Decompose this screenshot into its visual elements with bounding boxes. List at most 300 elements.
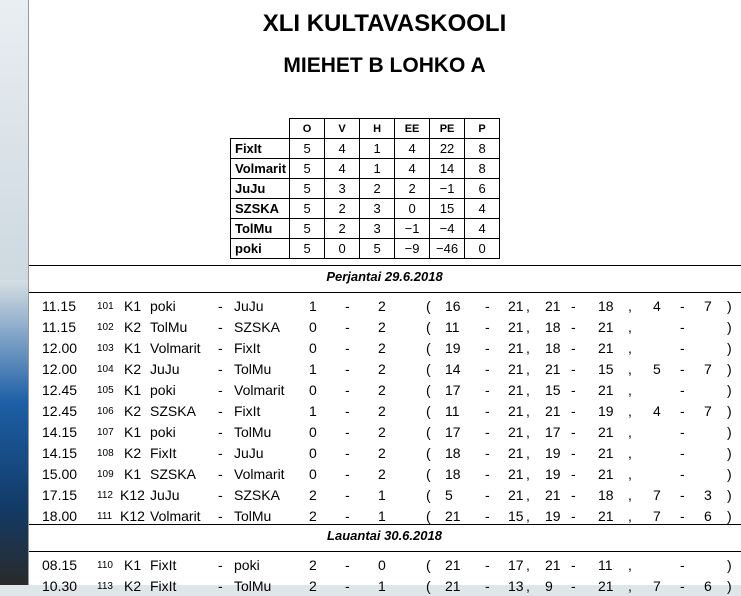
set3-away: 7 xyxy=(704,403,712,419)
set1-away: 13 xyxy=(508,578,524,594)
sets-close: ) xyxy=(727,340,732,356)
stat-o: 5 xyxy=(290,179,325,199)
stat-p: 8 xyxy=(465,139,500,159)
sets-open: ( xyxy=(426,361,431,377)
set2-dash: - xyxy=(571,508,576,524)
header-h: H xyxy=(360,119,395,139)
set2-dash: - xyxy=(571,424,576,440)
home-score: 2 xyxy=(309,508,317,524)
home-score: 2 xyxy=(309,487,317,503)
header-p: P xyxy=(465,119,500,139)
set1-away: 21 xyxy=(508,298,524,314)
set3-home: 7 xyxy=(653,508,661,524)
set1-away: 21 xyxy=(508,319,524,335)
set3-dash: - xyxy=(680,382,685,398)
set2-home: 21 xyxy=(545,361,561,377)
home-score: 0 xyxy=(309,382,317,398)
match-number: 106 xyxy=(97,406,114,417)
match-time: 08.15 xyxy=(42,557,78,573)
sets-close: ) xyxy=(727,319,732,335)
sets-open: ( xyxy=(426,445,431,461)
standings-header-row xyxy=(231,119,500,139)
home-team: Volmarit xyxy=(150,508,201,524)
set-comma: , xyxy=(526,403,530,419)
court: K1 xyxy=(124,382,142,398)
home-team: SZSKA xyxy=(150,403,196,419)
set2-away: 21 xyxy=(598,578,614,594)
sets-close: ) xyxy=(727,424,732,440)
set2-away: 11 xyxy=(598,557,613,573)
stat-h: 2 xyxy=(360,179,395,199)
set3-dash: - xyxy=(680,557,685,573)
team-name: SZSKA xyxy=(231,199,290,219)
match-number: 109 xyxy=(97,469,114,480)
set1-away: 21 xyxy=(508,445,524,461)
stat-pe: 22 xyxy=(430,139,465,159)
score-dash: - xyxy=(345,557,350,573)
home-team: poki xyxy=(150,382,176,398)
set2-home: 15 xyxy=(545,382,561,398)
away-score: 2 xyxy=(378,445,386,461)
match-row xyxy=(28,421,741,442)
away-score: 1 xyxy=(378,578,386,594)
home-score: 0 xyxy=(309,466,317,482)
home-team: FixIt xyxy=(150,578,177,594)
stat-pe: −46 xyxy=(430,239,465,259)
court: K2 xyxy=(124,319,142,335)
match-time: 14.15 xyxy=(42,424,78,440)
set1-away: 21 xyxy=(508,382,524,398)
set-comma: , xyxy=(526,340,530,356)
court: K1 xyxy=(124,466,142,482)
court: K12 xyxy=(120,487,145,503)
team-name: JuJu xyxy=(231,179,290,199)
court: K2 xyxy=(124,361,142,377)
match-row xyxy=(28,554,741,575)
header-o: O xyxy=(290,119,325,139)
standings-row xyxy=(231,139,500,159)
stat-h: 5 xyxy=(360,239,395,259)
away-score: 2 xyxy=(378,340,386,356)
set3-away: 6 xyxy=(704,508,712,524)
stat-p: 6 xyxy=(465,179,500,199)
set2-dash: - xyxy=(571,466,576,482)
set-comma: , xyxy=(526,508,530,524)
stat-v: 4 xyxy=(325,159,360,179)
set2-dash: - xyxy=(571,403,576,419)
home-team: FixIt xyxy=(150,557,177,573)
set2-away: 15 xyxy=(598,361,614,377)
set3-home: 5 xyxy=(653,361,661,377)
match-time: 12.45 xyxy=(42,403,78,419)
match-number: 104 xyxy=(97,364,114,375)
stat-ee: 0 xyxy=(395,199,430,219)
match-number: 108 xyxy=(97,448,114,459)
match-row xyxy=(28,575,741,596)
set-comma: , xyxy=(628,319,632,335)
set2-away: 18 xyxy=(598,298,614,314)
match-number: 112 xyxy=(97,490,113,501)
set2-home: 21 xyxy=(545,403,561,419)
stat-ee: −9 xyxy=(395,239,430,259)
set3-away: 3 xyxy=(704,487,712,503)
match-time: 10.30 xyxy=(42,578,78,594)
court: K1 xyxy=(124,298,142,314)
home-score: 0 xyxy=(309,340,317,356)
set2-home: 21 xyxy=(545,298,561,314)
sets-open: ( xyxy=(426,319,431,335)
away-team: TolMu xyxy=(234,508,272,524)
match-time: 12.00 xyxy=(42,361,78,377)
set1-dash: - xyxy=(485,487,490,503)
sheet-edge xyxy=(28,0,29,585)
match-row xyxy=(28,484,741,505)
set3-dash: - xyxy=(680,361,685,377)
set-comma: , xyxy=(526,466,530,482)
away-score: 1 xyxy=(378,487,386,503)
set3-dash: - xyxy=(680,445,685,461)
vs-dash: - xyxy=(218,382,223,398)
away-team: Volmarit xyxy=(234,382,285,398)
sets-close: ) xyxy=(727,361,732,377)
court: K2 xyxy=(124,403,142,419)
set1-dash: - xyxy=(485,508,490,524)
standings-row xyxy=(231,239,500,259)
set1-home: 17 xyxy=(445,424,461,440)
vs-dash: - xyxy=(218,424,223,440)
set1-away: 21 xyxy=(508,340,524,356)
away-score: 2 xyxy=(378,403,386,419)
sets-open: ( xyxy=(426,508,431,524)
header-ee: EE xyxy=(395,119,430,139)
set3-away: 7 xyxy=(704,298,712,314)
set3-away: 7 xyxy=(704,361,712,377)
match-time: 17.15 xyxy=(42,487,78,503)
standings-row xyxy=(231,199,500,219)
away-score: 2 xyxy=(378,298,386,314)
header-pe: PE xyxy=(430,119,465,139)
set2-away: 21 xyxy=(598,466,614,482)
away-team: FixIt xyxy=(234,403,261,419)
vs-dash: - xyxy=(218,319,223,335)
vs-dash: - xyxy=(218,403,223,419)
set3-dash: - xyxy=(680,466,685,482)
set-comma: , xyxy=(628,466,632,482)
set1-home: 21 xyxy=(445,508,461,524)
set1-dash: - xyxy=(485,298,490,314)
match-number: 102 xyxy=(97,322,114,333)
away-team: poki xyxy=(234,557,260,573)
home-score: 1 xyxy=(309,361,317,377)
score-dash: - xyxy=(345,403,350,419)
set-comma: , xyxy=(628,340,632,356)
set3-dash: - xyxy=(680,508,685,524)
standings-row xyxy=(231,219,500,239)
background-banner xyxy=(0,280,28,585)
court: K1 xyxy=(124,424,142,440)
set3-home: 7 xyxy=(653,578,661,594)
set3-dash: - xyxy=(680,403,685,419)
sets-close: ) xyxy=(727,403,732,419)
stat-pe: 14 xyxy=(430,159,465,179)
set2-dash: - xyxy=(571,557,576,573)
score-dash: - xyxy=(345,340,350,356)
match-row xyxy=(28,400,741,421)
home-team: SZSKA xyxy=(150,466,196,482)
match-row xyxy=(28,463,741,484)
set3-dash: - xyxy=(680,578,685,594)
set2-home: 18 xyxy=(545,319,561,335)
stat-o: 5 xyxy=(290,199,325,219)
set1-dash: - xyxy=(485,382,490,398)
set2-home: 18 xyxy=(545,340,561,356)
set-comma: , xyxy=(628,298,632,314)
stat-o: 5 xyxy=(290,139,325,159)
standings-row xyxy=(231,179,500,199)
set2-home: 9 xyxy=(545,578,553,594)
stat-v: 0 xyxy=(325,239,360,259)
match-number: 105 xyxy=(97,385,114,396)
set-comma: , xyxy=(628,424,632,440)
match-time: 18.00 xyxy=(42,508,78,524)
header-v: V xyxy=(325,119,360,139)
sets-open: ( xyxy=(426,557,431,573)
day-header: Lauantai 30.6.2018 xyxy=(28,524,741,547)
away-score: 2 xyxy=(378,424,386,440)
sets-open: ( xyxy=(426,424,431,440)
home-score: 0 xyxy=(309,319,317,335)
set-comma: , xyxy=(526,298,530,314)
set2-home: 19 xyxy=(545,445,561,461)
set1-dash: - xyxy=(485,445,490,461)
stat-o: 5 xyxy=(290,219,325,239)
set2-dash: - xyxy=(571,298,576,314)
set2-away: 21 xyxy=(598,382,614,398)
set3-away: 6 xyxy=(704,578,712,594)
match-row xyxy=(28,379,741,400)
day-separator xyxy=(28,292,741,293)
stat-v: 3 xyxy=(325,179,360,199)
sets-close: ) xyxy=(727,382,732,398)
set1-away: 21 xyxy=(508,361,524,377)
match-number: 107 xyxy=(97,427,114,438)
set1-home: 21 xyxy=(445,557,461,573)
sets-open: ( xyxy=(426,578,431,594)
standings-body xyxy=(231,139,500,259)
set-comma: , xyxy=(628,487,632,503)
set-comma: , xyxy=(526,487,530,503)
set1-dash: - xyxy=(485,361,490,377)
sets-close: ) xyxy=(727,298,732,314)
court: K2 xyxy=(124,578,142,594)
set1-home: 19 xyxy=(445,340,461,356)
set2-dash: - xyxy=(571,382,576,398)
score-dash: - xyxy=(345,578,350,594)
vs-dash: - xyxy=(218,361,223,377)
set3-dash: - xyxy=(680,340,685,356)
set3-dash: - xyxy=(680,487,685,503)
score-dash: - xyxy=(345,424,350,440)
score-dash: - xyxy=(345,487,350,503)
stat-p: 4 xyxy=(465,219,500,239)
set2-dash: - xyxy=(571,578,576,594)
stat-o: 5 xyxy=(290,239,325,259)
stat-h: 3 xyxy=(360,219,395,239)
set1-away: 21 xyxy=(508,487,524,503)
vs-dash: - xyxy=(218,466,223,482)
vs-dash: - xyxy=(218,508,223,524)
set-comma: , xyxy=(526,382,530,398)
stat-h: 1 xyxy=(360,159,395,179)
set1-dash: - xyxy=(485,403,490,419)
set2-away: 21 xyxy=(598,424,614,440)
team-name: TolMu xyxy=(231,219,290,239)
away-score: 0 xyxy=(378,557,386,573)
set-comma: , xyxy=(628,403,632,419)
set2-dash: - xyxy=(571,445,576,461)
set-comma: , xyxy=(628,445,632,461)
sets-open: ( xyxy=(426,298,431,314)
match-row xyxy=(28,442,741,463)
score-dash: - xyxy=(345,361,350,377)
set1-home: 21 xyxy=(445,578,461,594)
away-team: JuJu xyxy=(234,298,264,314)
home-team: FixIt xyxy=(150,445,177,461)
set1-home: 14 xyxy=(445,361,461,377)
sets-close: ) xyxy=(727,578,732,594)
stat-v: 2 xyxy=(325,199,360,219)
set2-home: 19 xyxy=(545,466,561,482)
sets-close: ) xyxy=(727,487,732,503)
vs-dash: - xyxy=(218,340,223,356)
set3-dash: - xyxy=(680,298,685,314)
court: K2 xyxy=(124,445,142,461)
standings-row xyxy=(231,159,500,179)
results-sheet xyxy=(28,0,741,594)
score-dash: - xyxy=(345,382,350,398)
vs-dash: - xyxy=(218,557,223,573)
vs-dash: - xyxy=(218,298,223,314)
set1-dash: - xyxy=(485,466,490,482)
standings-corner xyxy=(231,119,290,139)
standings-table xyxy=(230,118,500,259)
home-score: 1 xyxy=(309,298,317,314)
stat-ee: 4 xyxy=(395,139,430,159)
set-comma: , xyxy=(526,424,530,440)
sets-close: ) xyxy=(727,557,732,573)
set1-away: 17 xyxy=(508,557,524,573)
match-time: 12.45 xyxy=(42,382,78,398)
set-comma: , xyxy=(526,361,530,377)
match-number: 113 xyxy=(97,581,113,592)
set2-home: 17 xyxy=(545,424,561,440)
home-team: poki xyxy=(150,424,176,440)
set-comma: , xyxy=(526,557,530,573)
set1-dash: - xyxy=(485,578,490,594)
away-score: 2 xyxy=(378,361,386,377)
away-team: JuJu xyxy=(234,445,264,461)
match-time: 14.15 xyxy=(42,445,78,461)
set-comma: , xyxy=(526,445,530,461)
vs-dash: - xyxy=(218,578,223,594)
set3-dash: - xyxy=(680,319,685,335)
court: K1 xyxy=(124,340,142,356)
stat-p: 8 xyxy=(465,159,500,179)
page-title: XLI KULTAVASKOOLI xyxy=(262,10,507,37)
team-name: Volmarit xyxy=(231,159,290,179)
match-row xyxy=(28,358,741,379)
away-team: SZSKA xyxy=(234,319,280,335)
match-row xyxy=(28,316,741,337)
score-dash: - xyxy=(345,319,350,335)
team-name: FixIt xyxy=(231,139,290,159)
team-name: poki xyxy=(231,239,290,259)
set2-away: 21 xyxy=(598,340,614,356)
stat-p: 4 xyxy=(465,199,500,219)
stat-o: 5 xyxy=(290,159,325,179)
day-separator xyxy=(28,551,741,552)
sets-close: ) xyxy=(727,466,732,482)
sets-close: ) xyxy=(727,508,732,524)
set3-home: 7 xyxy=(653,487,661,503)
set2-away: 21 xyxy=(598,445,614,461)
match-time: 15.00 xyxy=(42,466,78,482)
set2-away: 21 xyxy=(598,508,614,524)
set1-dash: - xyxy=(485,319,490,335)
match-number: 111 xyxy=(97,511,113,522)
match-number: 101 xyxy=(97,301,114,312)
stat-pe: 15 xyxy=(430,199,465,219)
home-team: JuJu xyxy=(150,487,180,503)
set2-away: 21 xyxy=(598,319,614,335)
set2-home: 19 xyxy=(545,508,561,524)
set-comma: , xyxy=(628,578,632,594)
stat-h: 3 xyxy=(360,199,395,219)
home-team: TolMu xyxy=(150,319,188,335)
set2-dash: - xyxy=(571,487,576,503)
set1-away: 21 xyxy=(508,466,524,482)
away-score: 2 xyxy=(378,466,386,482)
set3-home: 4 xyxy=(653,298,661,314)
match-row xyxy=(28,337,741,358)
stat-ee: 2 xyxy=(395,179,430,199)
stat-ee: 4 xyxy=(395,159,430,179)
sets-open: ( xyxy=(426,382,431,398)
set1-away: 15 xyxy=(508,508,524,524)
sets-close: ) xyxy=(727,445,732,461)
home-score: 2 xyxy=(309,557,317,573)
set1-home: 11 xyxy=(445,319,460,335)
set-comma: , xyxy=(526,319,530,335)
set1-home: 16 xyxy=(445,298,461,314)
set2-away: 18 xyxy=(598,487,614,503)
vs-dash: - xyxy=(218,445,223,461)
match-number: 110 xyxy=(97,560,113,571)
set1-dash: - xyxy=(485,424,490,440)
set2-home: 21 xyxy=(545,487,561,503)
away-team: TolMu xyxy=(234,578,272,594)
away-team: Volmarit xyxy=(234,466,285,482)
set-comma: , xyxy=(628,508,632,524)
away-team: TolMu xyxy=(234,424,272,440)
stat-pe: −4 xyxy=(430,219,465,239)
set2-dash: - xyxy=(571,319,576,335)
stat-h: 1 xyxy=(360,139,395,159)
match-time: 12.00 xyxy=(42,340,78,356)
sets-open: ( xyxy=(426,466,431,482)
day-header: Perjantai 29.6.2018 xyxy=(28,265,741,288)
set2-home: 21 xyxy=(545,557,561,573)
